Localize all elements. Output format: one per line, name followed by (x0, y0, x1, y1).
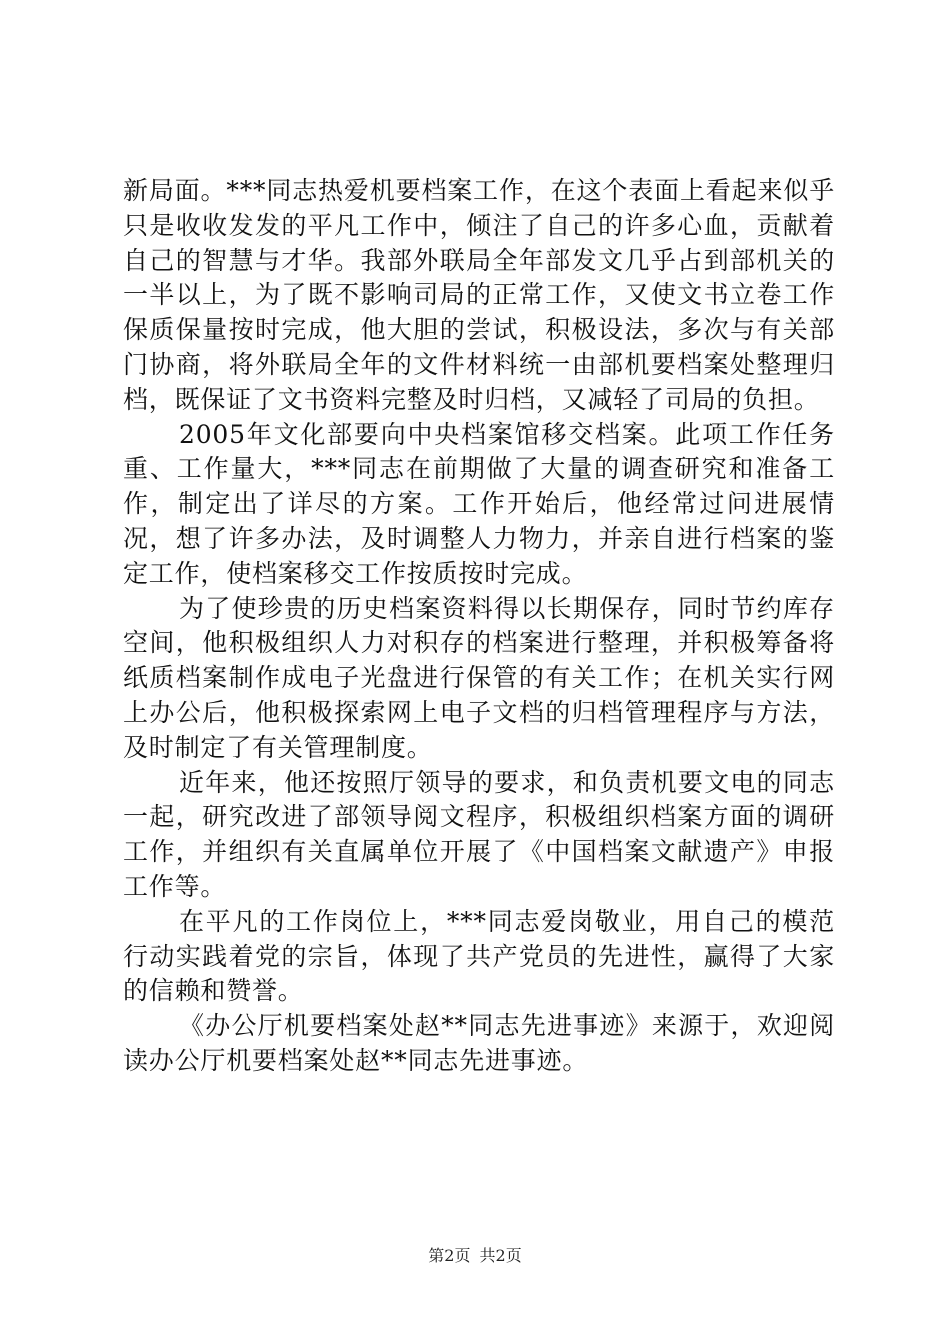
page-number-footer: 第2页 共2页 (428, 1246, 522, 1265)
paragraph-recent-work: 近年来，他还按照厅领导的要求，和负责机要文电的同志一起，研究改进了部领导阅文程序，积极组织档案方面的调研工作，并组织有关直属单位开展了《中国档案文献遗产》申报工作等。 (123, 767, 835, 901)
paragraph-continuation: 新局面。***同志热爱机要档案工作，在这个表面上看起来似乎只是收收发发的平凡工作中，倾注了自己的许多心血，贡献着自己的智慧与才华。我部外联局全年部发文几乎占到部机关的一半以上，为了既不影响司局的正常工作，又使文书立卷工作保质保量按时完成，他大胆的尝试，积极设法，多次与有关部门协商，将外联局全年的文件材料统一由部机要档案处整理归档，既保证了文书资料完整及时归档，又减轻了司局的负担。 (123, 176, 835, 414)
paragraph-archive-transfer: 2005年文化部要向中央档案馆移交档案。此项工作任务重、工作量大，***同志在前期做了大量的调查研究和准备工作，制定出了详尽的方案。工作开始后，他经常过问进展情况，想了许多办法，及时调整人力物力，并亲自进行档案的鉴定工作，使档案移交工作按质按时完成。 (123, 419, 835, 588)
paragraph-source-note: 《办公厅机要档案处赵**同志先进事迹》来源于，欢迎阅读办公厅机要档案处赵**同志先进事迹。 (123, 1011, 835, 1075)
paragraph-archive-preservation: 为了使珍贵的历史档案资料得以长期保存，同时节约库存空间，他积极组织人力对积存的档案进行整理，并积极筹备将纸质档案制作成电子光盘进行保管的有关工作；在机关实行网上办公后，他积极探索网上电子文档的归档管理程序与方法，及时制定了有关管理制度。 (123, 593, 835, 762)
paragraph-summary: 在平凡的工作岗位上，***同志爱岗敬业，用自己的模范行动实践着党的宗旨，体现了共产党员的先进性，赢得了大家的信赖和赞誉。 (123, 906, 835, 1006)
document-body (123, 174, 835, 1079)
